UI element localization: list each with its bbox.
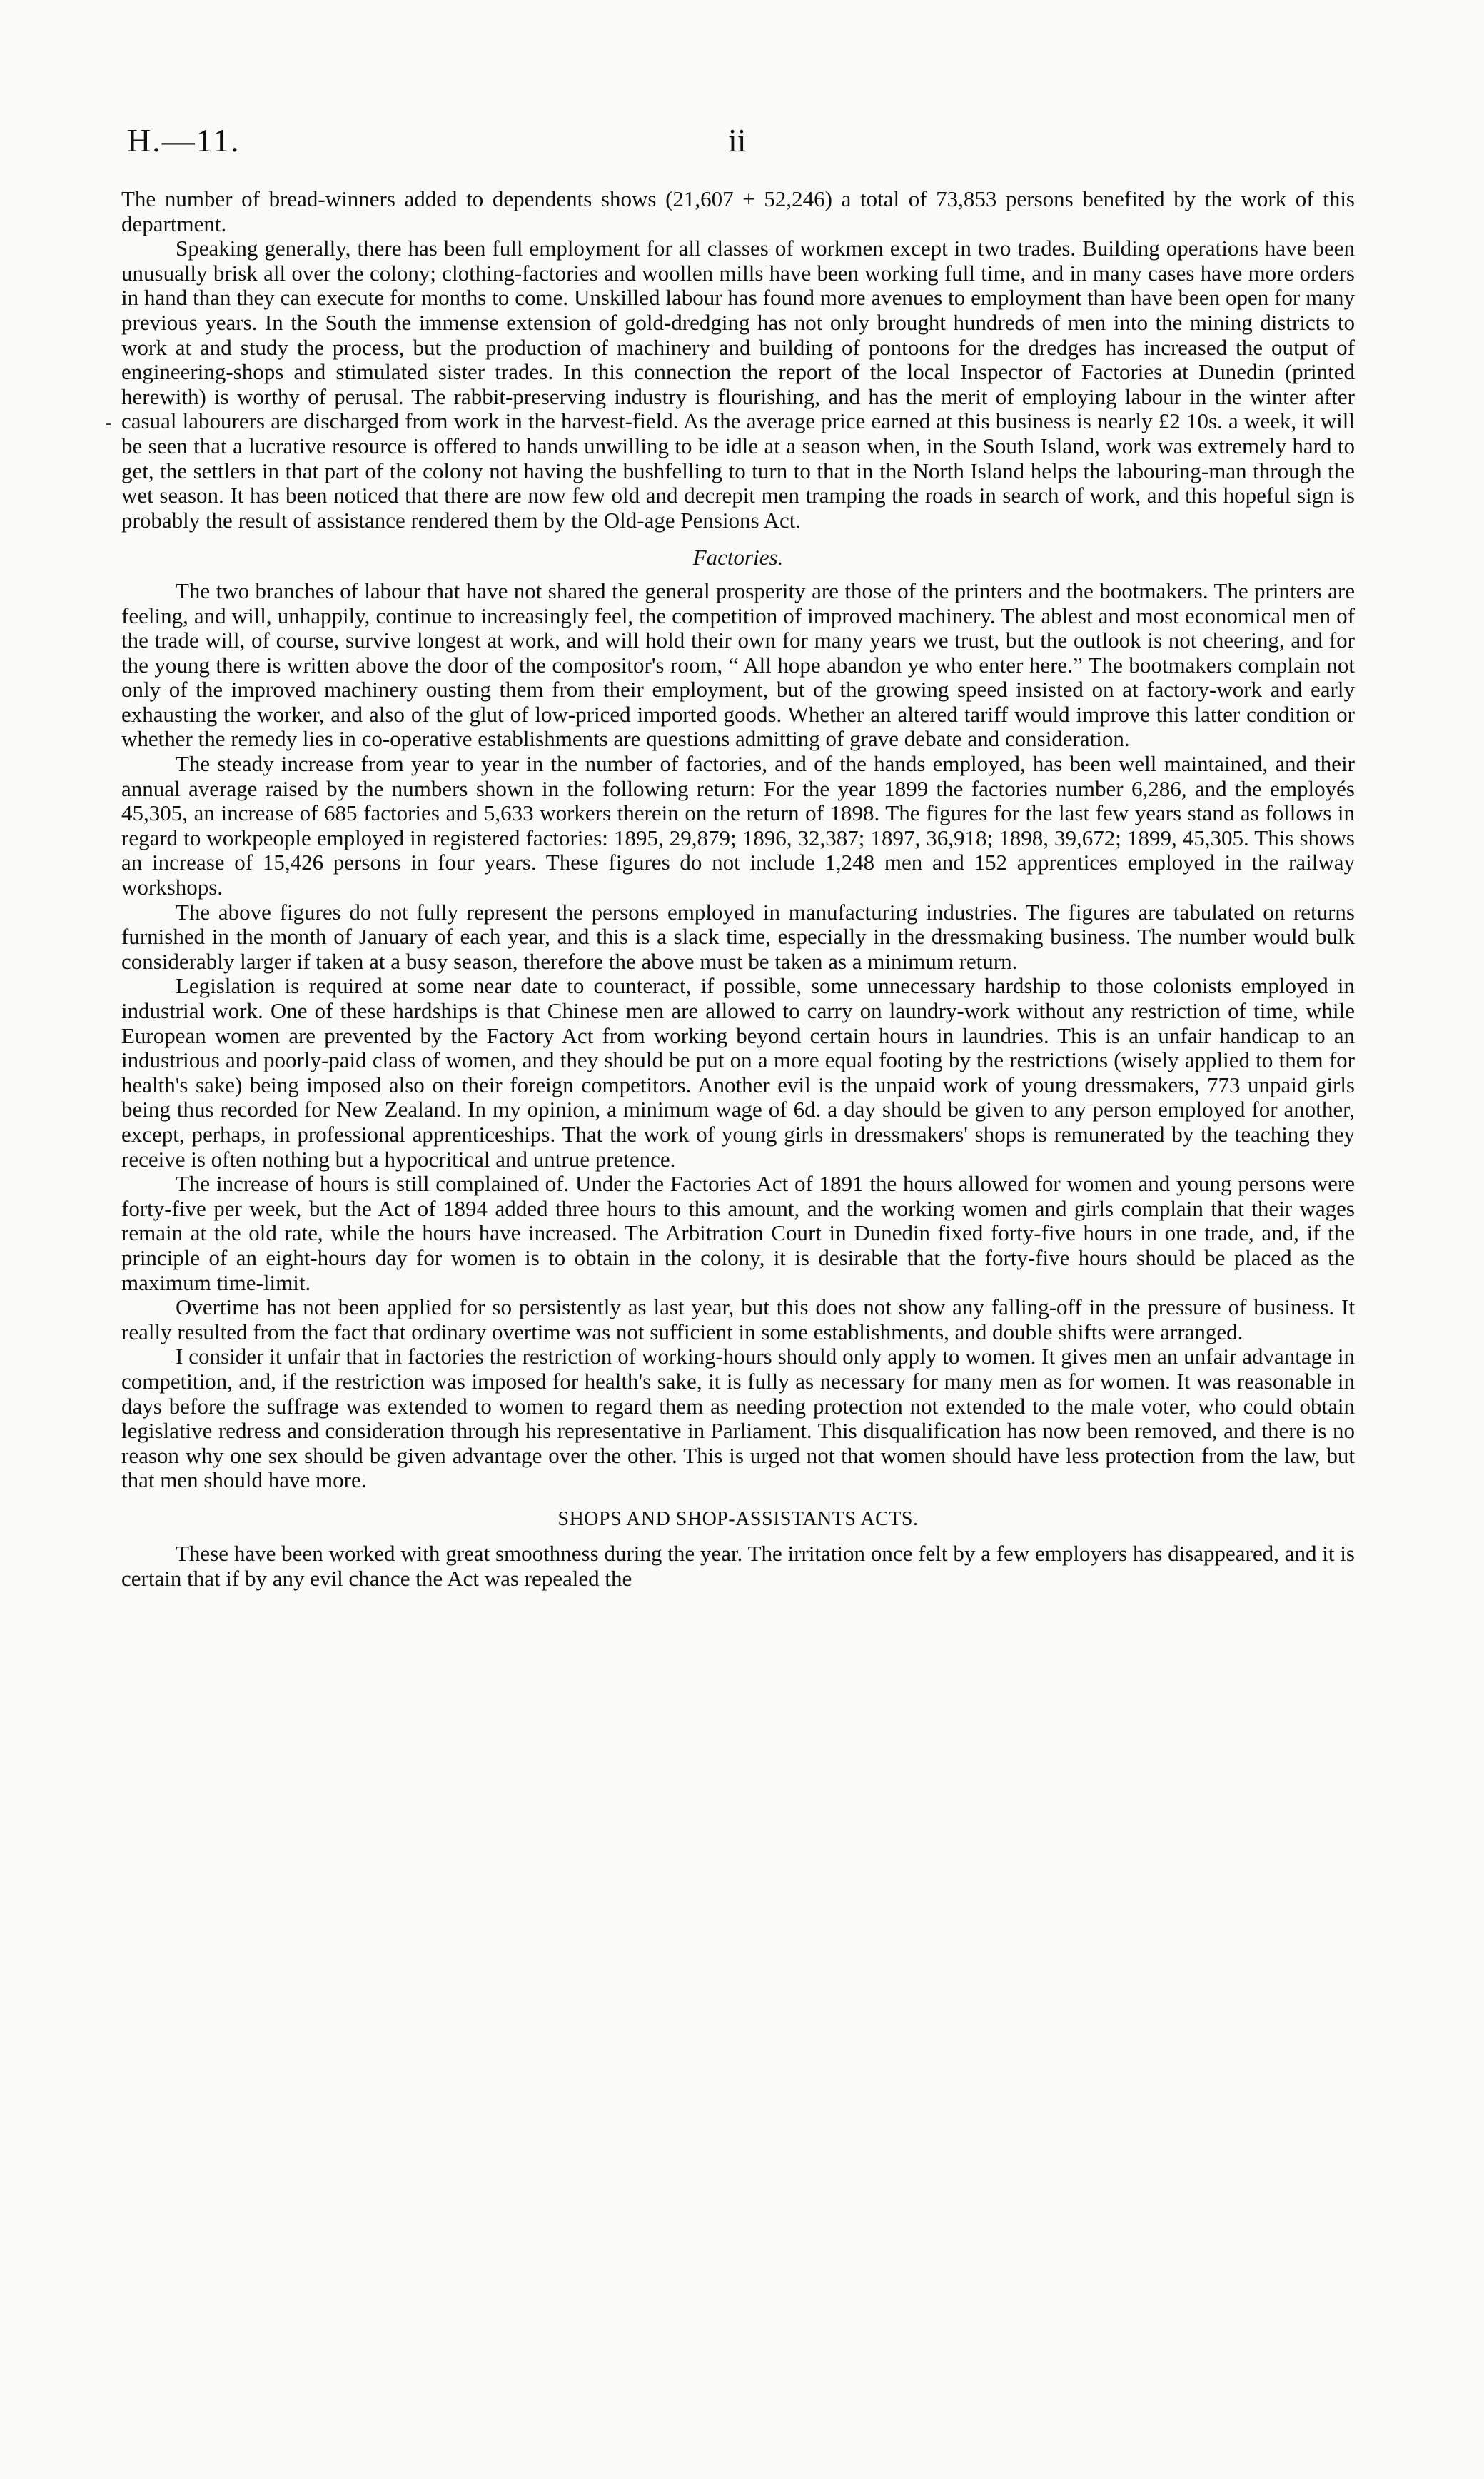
paragraph-employment: Speaking generally, there has been full employment for all classes of workmen except in two trades. Building operations have been unusually brisk all over the colony; clothing-factories and woollen mills have been working full time, and in many cases have more orders in hand than they can execute for months to come. Unskilled labour has found more avenues to employment than have been open for many previous years. In the South the immense extension of gold-dredging has not only brought hundreds of men into the mining districts to work at and study the process, but the production of machinery and building of pontoons for the dredges has increased the output of engineering-shops and stimulated sister trades. In this connection the report of the local Inspector of Factories at Dunedin (printed herewith) is worthy of perusal. The rabbit-preserving industry is flourishing, and has the merit of employing labour in the winter after casual labourers are discharged from work in the harvest-field. As the average price earned at this business is nearly £2 10s. a week, it will be seen that a lucrative resource is offered to hands unwilling to be idle at a season when, in the South Island, work was extremely hard to get, the settlers in that part of the colony not having the bushfelling to turn to that in the North Island helps the labouring-man through the wet season. It has been noticed that there are now few old and decrepit men tramping the roads in search of work, and this hopeful sign is probably the result of assistance rendered them by the Old-age Pensions Act. [121, 236, 1355, 533]
paragraph-bread-winners: The number of bread-winners added to dependents shows (21,607 + 52,246) a total of 73,853 persons benefited by the work of this department. [121, 186, 1355, 236]
section-heading-shops: SHOPS AND SHOP-ASSISTANTS ACTS. [557, 1507, 919, 1530]
paragraph-hours: The increase of hours is still complained of. Under the Factories Act of 1891 the hours allowed for women and young persons were forty-five per week, but the Act of 1894 added three hours to this amount, and the working women and girls complain that their wages remain at the old rate, while the hours have increased. The Arbitration Court in Dunedin fixed forty-five hours in one trade, and, if the principle of an eight-hours day for women is to obtain in the colony, it is desirable that the forty-five hours should be placed as the maximum time-limit. [121, 1171, 1355, 1295]
paragraph-factory-increase: The steady increase from year to year in the number of factories, and of the hands employed, has been well maintained, and their annual average raised by the numbers shown in the following return: For the year 1899 the factories number 6,286, and the employés 45,305, an increase of 685 factories and 5,633 workers therein on the return of 1898. The figures for the last few years stand as follows in regard to workpeople employed in registered factories: 1895, 29,879; 1896, 32,387; 1897, 36,918; 1898, 39,672; 1899, 45,305. This shows an increase of 15,426 persons in four years. These figures do not include 1,248 men and 152 apprentices employed in the railway workshops. [121, 751, 1355, 900]
paragraph-working-hours-restriction: I consider it unfair that in factories the restriction of working-hours should only apply to women. It gives men an unfair advantage in competition, and, if the restriction was imposed for health's sake, it is fully as necessary for many men as for women. It was reasonable in days before the suffrage was extended to women to regard them as needing protection not extended to the male voter, who could obtain legislative redress and consideration through his representative in Parliament. This disqualification has now been removed, and there is no reason why one sex should be given advantage over the other. This is urged not that women should have less protection from the law, but that men should have more. [121, 1344, 1355, 1493]
paragraph-figures-note: The above figures do not fully represent the persons employed in manufacturing industries. The figures are tabulated on returns furnished in the month of January of each year, and this is a slack time, especially in the dressmaking business. The number would bulk considerably larger if taken at a busy season, therefore the above must be taken as a minimum return. [121, 899, 1355, 974]
page-number: ii [728, 122, 747, 159]
paragraph-shops-acts: These have been worked with great smoothness during the year. The irritation once felt by a few employers has disappeared, and it is certain that if by any evil chance the Act was repealed the [121, 1541, 1355, 1592]
paragraph-legislation: Legislation is required at some near date to counteract, if possible, some unnecessary hardship to those colonists employed in industrial work. One of these hardships is that Chinese men are allowed to carry on laundry-work without any restriction of time, while European women are prevented by the Factory Act from working beyond certain hours in laundries. This is an unfair handicap to an industrious and poorly-paid class of women, and they should be put on a more equal footing by the restrictions (wisely applied to them for health's sake) being imposed also on their foreign competitors. Another evil is the unpaid work of young dressmakers, 773 unpaid girls being thus recorded for New Zealand. In my opinion, a minimum wage of 6d. a day should be given to any person employed for another, except, perhaps, in professional apprenticeships. That the work of young girls in dressmakers' shops is remunerated by the teaching they receive is often nothing but a hypocritical and untrue pretence. [121, 973, 1355, 1172]
page-body [121, 187, 1355, 1592]
paragraph-printers-bootmakers: The two branches of labour that have not shared the general prosperity are those of the printers and the bootmakers. The printers are feeling, and will, unhappily, continue to increasingly feel, the competition of improved machinery. The ablest and most economical men of the trade will, of course, survive longest at work, and will hold their own for many years we trust, but the outlook is not cheering, and for the young there is written above the door of the compositor's room, “ All hope abandon ye who enter here.” The bootmakers complain not only of the improved machinery ousting them from their employment, but of the growing speed insisted on at factory-work and early exhausting the worker, and also of the glut of low-priced imported goods. Whether an altered tariff would improve this latter condition or whether the remedy lies in co-operative establishments are questions admitting of grave debate and consideration. [121, 578, 1355, 752]
margin-mark: - [106, 414, 111, 433]
paragraph-overtime: Overtime has not been applied for so persistently as last year, but this does not show any falling-off in the pressure of business. It really resulted from the fact that ordinary overtime was not sufficient in some establishments, and double shifts were arranged. [121, 1294, 1355, 1344]
section-heading-factories: Factories. [692, 545, 784, 570]
page-header [0, 121, 1484, 171]
report-reference: H.—11. [127, 122, 241, 159]
